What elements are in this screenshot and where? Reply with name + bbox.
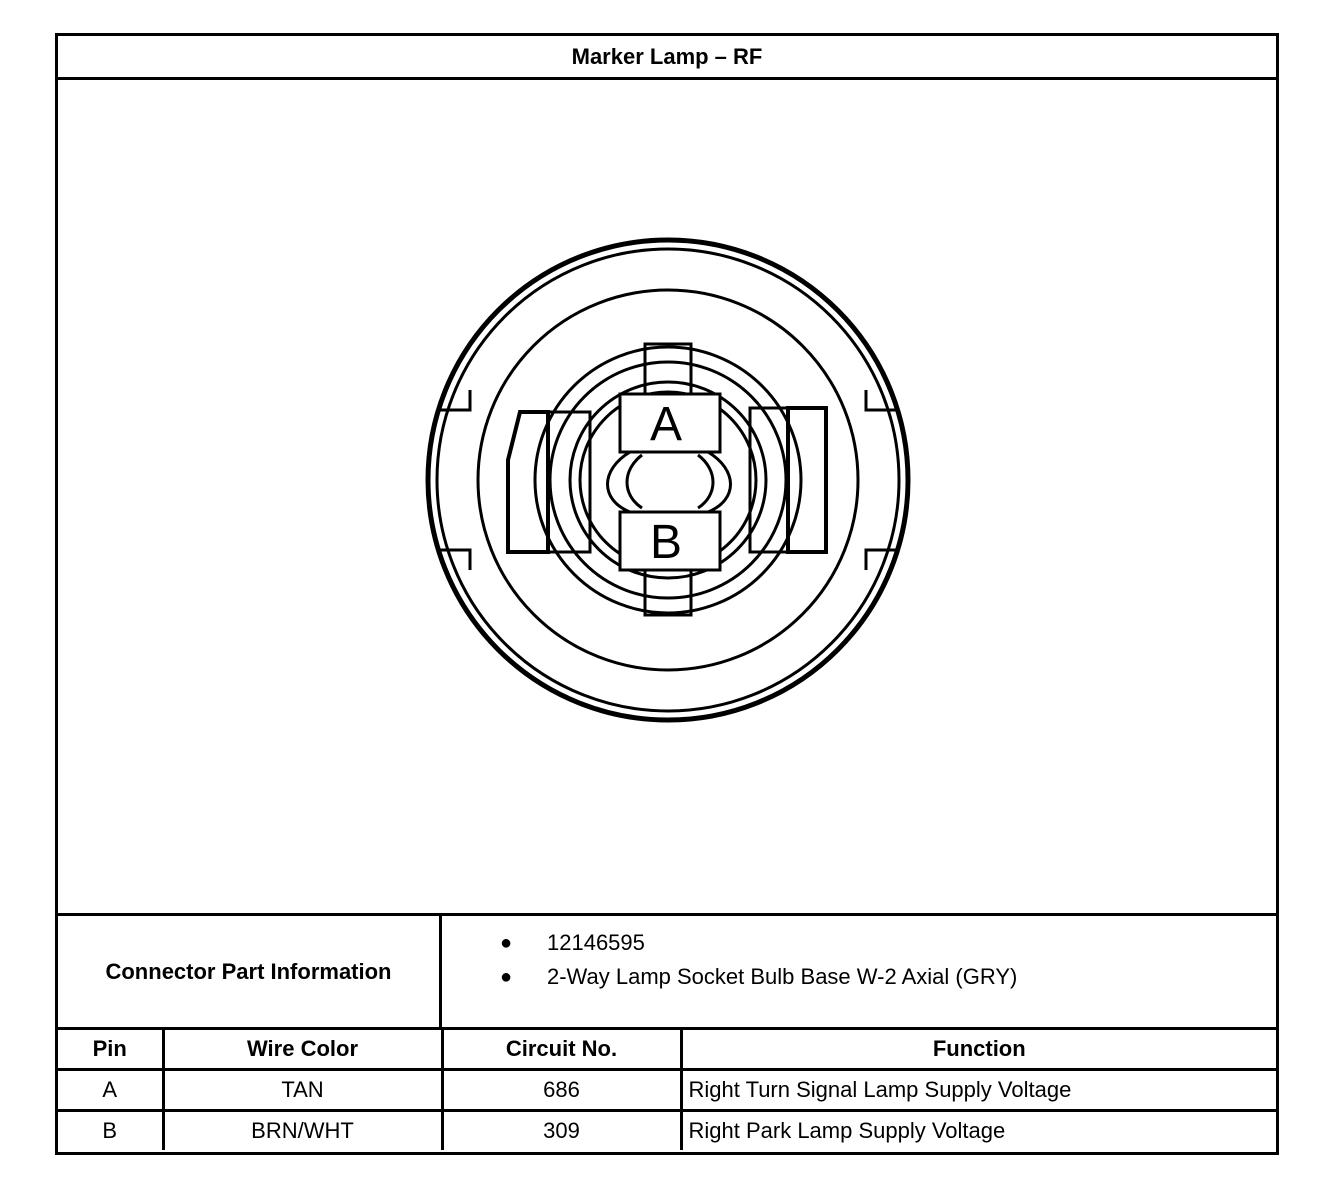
circuit-cell: 309 — [442, 1111, 681, 1151]
connector-diagram — [58, 80, 1276, 913]
header-pin: Pin — [58, 1030, 163, 1070]
part-number: 12146595 — [547, 930, 645, 955]
wire-color-cell: BRN/WHT — [163, 1111, 442, 1151]
wire-color-cell: TAN — [163, 1070, 442, 1111]
pin-cell: A — [58, 1070, 163, 1111]
circuit-cell: 686 — [442, 1070, 681, 1111]
connector-sheet — [55, 33, 1279, 1155]
header-circuit-no: Circuit No. — [442, 1030, 681, 1070]
outer-ring — [428, 240, 908, 720]
part-info-item — [442, 926, 1276, 960]
bottom-key — [645, 565, 691, 615]
top-key — [645, 344, 691, 396]
bullet-icon: ● — [500, 932, 513, 954]
pin-table-header — [58, 1030, 1276, 1070]
function-cell: Right Turn Signal Lamp Supply Voltage — [681, 1070, 1276, 1111]
part-info-label: Connector Part Information — [58, 916, 442, 1027]
table-row — [58, 1111, 1276, 1151]
connector-part-info — [58, 913, 1276, 1030]
inner-ring — [535, 347, 801, 613]
header-wire-color: Wire Color — [163, 1030, 442, 1070]
part-info-item — [442, 960, 1276, 994]
part-description: 2-Way Lamp Socket Bulb Base W-2 Axial (GRY) — [547, 964, 1018, 989]
right-tab — [788, 408, 826, 552]
page-title: Marker Lamp – RF — [58, 36, 1276, 80]
bullet-icon: ● — [500, 966, 513, 988]
cavity-label-a: A — [649, 398, 683, 451]
cavity-label-b: B — [649, 516, 683, 569]
header-function: Function — [681, 1030, 1276, 1070]
table-row — [58, 1070, 1276, 1111]
pin-table — [58, 1030, 1276, 1150]
connector-face-drawing — [58, 80, 1276, 913]
pin-cell: B — [58, 1111, 163, 1151]
part-info-list — [442, 926, 1276, 994]
function-cell: Right Park Lamp Supply Voltage — [688, 1118, 1006, 1143]
